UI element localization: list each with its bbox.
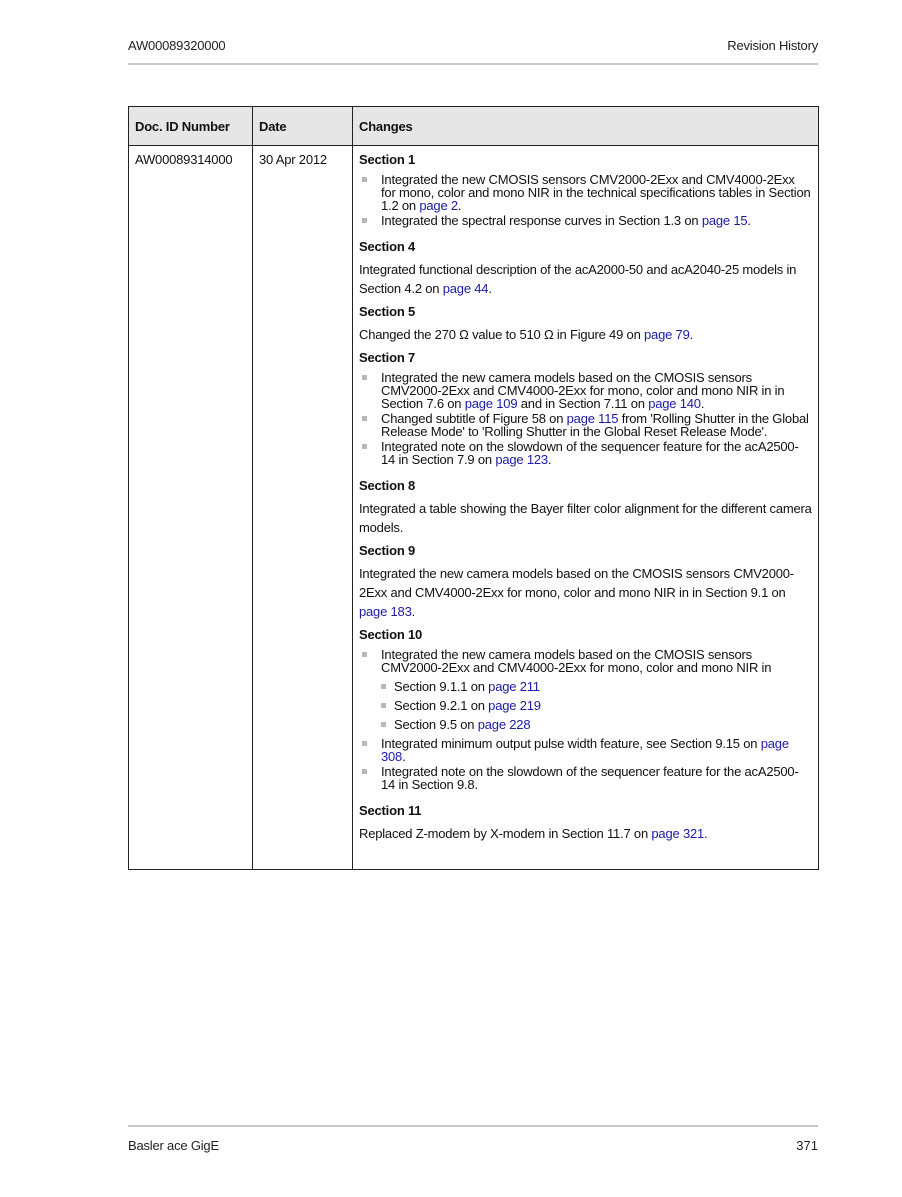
- sub-list-item: Section 9.1.1 on page 211: [381, 677, 812, 696]
- section-9-block: [359, 543, 812, 621]
- section-heading: Section 4: [359, 239, 415, 254]
- sub-list-item: Section 9.2.1 on page 219: [381, 696, 812, 715]
- section-heading: Section 11: [359, 803, 422, 818]
- bullet-icon: [362, 444, 367, 449]
- page-link[interactable]: page 2: [419, 198, 458, 213]
- list-item: Integrated minimum output pulse width feature, see Section 9.15 on page 308.: [359, 737, 812, 763]
- page-header: [128, 38, 818, 58]
- bullet-icon: [362, 769, 367, 774]
- column-header-changes: Changes: [353, 107, 819, 146]
- cell-doc-id: AW00089314000: [129, 146, 253, 870]
- section-heading: Section 8: [359, 478, 415, 493]
- header-rule: [128, 63, 818, 65]
- page-link[interactable]: page 115: [566, 411, 619, 426]
- list-item: Integrated note on the slowdown of the sequencer feature for the acA2500-14 in Section 9.8.: [359, 765, 812, 791]
- list-item: Integrated the new camera models based on the CMOSIS sensors CMV2000-2Exx and CMV4000-2Exx for mono, color and mono NIR in Section 9.1.1 on page 211 Section 9.2.1 on page 219 Section 9.5 on page 228: [359, 648, 812, 734]
- page-link[interactable]: page 123: [495, 452, 548, 467]
- section-paragraph: Integrated the new camera models based on the CMOSIS sensors CMV2000-2Exx and CMV4000-2Exx for mono, color and mono NIR in in Section 9.1 on page 183.: [359, 566, 794, 619]
- cell-changes: [353, 146, 819, 870]
- page-link[interactable]: page 183: [359, 604, 412, 619]
- page-link[interactable]: page 15: [701, 213, 748, 228]
- page-link[interactable]: page 109: [464, 396, 518, 411]
- section-heading: Section 9: [359, 543, 415, 558]
- section-paragraph: Changed the 270 Ω value to 510 Ω in Figure 49 on page 79.: [359, 327, 694, 342]
- section-8-block: [359, 478, 812, 537]
- bullet-icon: [362, 218, 367, 223]
- section-heading: Section 5: [359, 304, 415, 319]
- footer-product-name: Basler ace GigE: [128, 1138, 219, 1153]
- page-link[interactable]: page 308: [381, 736, 789, 764]
- footer-rule: [128, 1125, 818, 1127]
- list-item: Integrated the new CMOSIS sensors CMV2000-2Exx and CMV4000-2Exx for mono, color and mono NIR in the technical specifications tables in Section 1.2 on page 2.: [359, 173, 812, 212]
- bullet-icon: [381, 684, 386, 689]
- section-paragraph: Integrated functional description of the acA2000-50 and acA2040-25 models in Section 4.2 on page 44.: [359, 262, 797, 296]
- page-footer: [128, 1138, 818, 1158]
- section-10-block: [359, 627, 812, 791]
- page-link[interactable]: page 321: [651, 826, 705, 841]
- sub-list-item: Section 9.5 on page 228: [381, 715, 812, 734]
- section-1-block: [359, 152, 812, 227]
- section-11-block: [359, 803, 812, 843]
- bullet-icon: [362, 177, 367, 182]
- bullet-icon: [381, 722, 386, 727]
- bullet-icon: [381, 703, 386, 708]
- section-7-block: [359, 350, 812, 466]
- header-doc-id: AW00089320000: [128, 38, 226, 53]
- section-heading: Section 10: [359, 627, 423, 642]
- cell-date: 30 Apr 2012: [253, 146, 353, 870]
- revision-history-table: [128, 106, 819, 870]
- footer-page-number: 371: [796, 1138, 818, 1153]
- list-item: Changed subtitle of Figure 58 on page 115 from 'Rolling Shutter in the Global Release Mode' to 'Rolling Shutter in the Global Reset Release Mode'.: [359, 412, 812, 438]
- list-item: Integrated the new camera models based on the CMOSIS sensors CMV2000-2Exx and CMV4000-2Exx for mono, color and mono NIR in in Section 7.6 on page 109 and in Section 7.11 on page 140.: [359, 371, 812, 410]
- table-row: [129, 146, 819, 870]
- page-link[interactable]: page 140: [648, 396, 701, 411]
- bullet-icon: [362, 416, 367, 421]
- section-4-block: [359, 239, 812, 298]
- bullet-icon: [362, 652, 367, 657]
- table-header-row: [129, 107, 819, 146]
- page-link[interactable]: page 79: [644, 327, 690, 342]
- list-item: Integrated note on the slowdown of the sequencer feature for the acA2500-14 in Section 7.9 on page 123.: [359, 440, 812, 466]
- page-link[interactable]: page 211: [488, 679, 540, 694]
- list-item: Integrated the spectral response curves in Section 1.3 on page 15.: [359, 214, 812, 227]
- bullet-icon: [362, 375, 367, 380]
- section-5-block: [359, 304, 812, 344]
- column-header-date: Date: [253, 107, 353, 146]
- column-header-doc-id: Doc. ID Number: [129, 107, 253, 146]
- page-link[interactable]: page 44: [442, 281, 489, 296]
- page-link[interactable]: page 219: [488, 698, 541, 713]
- page-link[interactable]: page 228: [477, 717, 531, 732]
- section-paragraph: Replaced Z-modem by X-modem in Section 11.7 on page 321.: [359, 826, 708, 841]
- section-heading: Section 7: [359, 350, 415, 365]
- section-heading: Section 1: [359, 152, 415, 167]
- bullet-icon: [362, 741, 367, 746]
- section-paragraph: Integrated a table showing the Bayer filter color alignment for the different camera models.: [359, 501, 812, 535]
- header-section-title: Revision History: [727, 38, 818, 53]
